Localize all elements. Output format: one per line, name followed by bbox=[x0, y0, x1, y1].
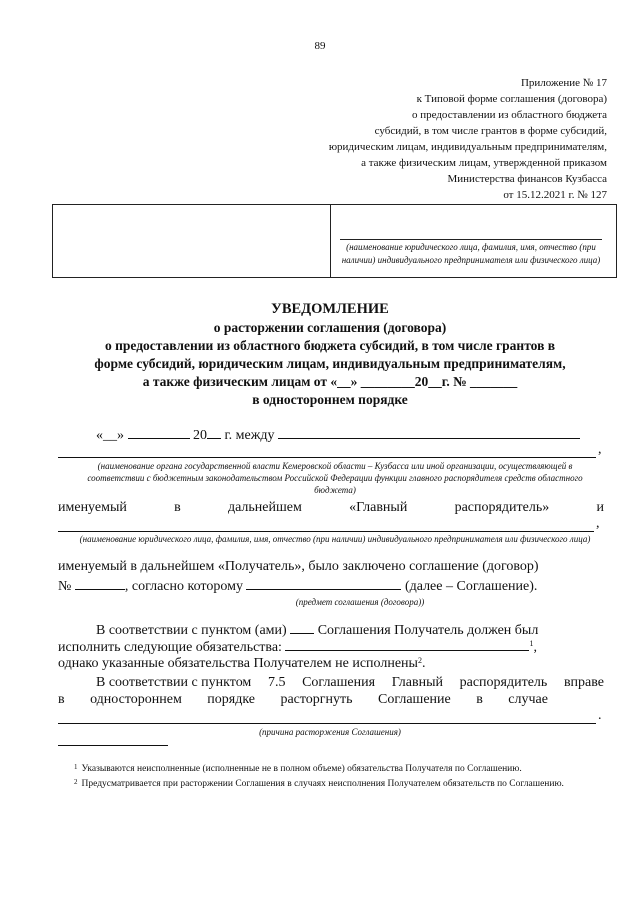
word: дальнейшем bbox=[227, 500, 302, 515]
address-box-left-cell bbox=[53, 205, 331, 277]
date-year-field[interactable] bbox=[207, 426, 221, 439]
para1-line3 bbox=[58, 655, 604, 673]
appendix-line: субсидий, в том числе грантов в форме субсидий, bbox=[374, 125, 607, 137]
agreement-number-row bbox=[58, 577, 604, 596]
word: Соглашения bbox=[302, 675, 376, 690]
word: 7.5 bbox=[267, 675, 286, 690]
period: . bbox=[598, 708, 602, 723]
number-sign: № bbox=[58, 579, 72, 594]
comma: , bbox=[533, 640, 537, 655]
footnote-mark: 1 bbox=[529, 639, 534, 648]
para1-not-fulfilled: однако указанные обязательства Получателем не исполнены bbox=[58, 656, 418, 671]
word: расторгнуть bbox=[280, 692, 353, 707]
recipient-field[interactable] bbox=[58, 531, 594, 532]
word: в bbox=[174, 500, 181, 515]
footnote-text: Указываются неисполненные (исполненные не в полном объеме) обязательства Получателя по Соглашению. bbox=[81, 764, 522, 774]
word: вправе bbox=[563, 675, 604, 690]
title-line: о предоставлении из областного бюджета субсидий, в том числе грантов в bbox=[104, 338, 556, 353]
date-year: 20 bbox=[193, 428, 207, 443]
authority-field[interactable] bbox=[58, 457, 596, 458]
according-text: , согласно которому bbox=[124, 579, 243, 594]
named-row bbox=[58, 499, 604, 517]
reason-caption: (причина расторжения Соглашения) bbox=[259, 727, 401, 737]
para2-line2 bbox=[58, 691, 548, 709]
word: В соответствии с пунктом bbox=[96, 675, 252, 690]
word: распорядитель bbox=[459, 675, 548, 690]
appendix-line: Приложение № 17 bbox=[520, 77, 607, 89]
title-line: форме субсидий, юридическим лицам, индивидуальным предпринимателям, bbox=[94, 356, 566, 371]
word: и bbox=[596, 500, 604, 515]
appendix-line: о предоставлении из областного бюджета bbox=[411, 109, 607, 121]
footnote-mark: 2 bbox=[417, 656, 422, 665]
word: одностороннем bbox=[90, 692, 182, 707]
title-line: в одностороннем порядке bbox=[252, 392, 408, 407]
recipient-name-field[interactable] bbox=[340, 239, 602, 240]
footnote-text: Предусматривается при расторжении Соглашения в случаях неисполнения Получателем обязательств по Соглашению. bbox=[81, 779, 564, 789]
date-day: «__» bbox=[96, 428, 124, 443]
party-field[interactable] bbox=[278, 426, 580, 439]
agreement-subject-field[interactable] bbox=[246, 577, 401, 590]
para1-end: Соглашения Получатель должен был bbox=[317, 623, 539, 638]
para1-start: В соответствии с пунктом (ами) bbox=[96, 623, 287, 638]
agreement-number-field[interactable] bbox=[75, 577, 125, 590]
authority-caption: (наименование органа государственной власти Кемеровской области – Кузбасса или иной организации, осуществляющей в соответствии с бюджетным законодательством Российской Федерации функции главного распорядителя средств областного бюджета) bbox=[87, 461, 583, 495]
para2-line1 bbox=[96, 674, 604, 692]
appendix-line: а также физическим лицам, утвержденной приказом bbox=[361, 157, 607, 169]
title-main: УВЕДОМЛЕНИЕ bbox=[271, 301, 389, 317]
title-line: о расторжении соглашения (договора) bbox=[213, 320, 447, 335]
date-month-field[interactable] bbox=[128, 426, 190, 439]
footnote-number: 2 bbox=[74, 778, 78, 786]
clause-number-field[interactable] bbox=[290, 621, 314, 634]
title-line: а также физическим лицам от «__» ________20__г. № _______ bbox=[142, 374, 518, 389]
word: «Главный bbox=[349, 500, 408, 515]
appendix-line: от 15.12.2021 г. № 127 bbox=[503, 189, 607, 201]
footnote-divider bbox=[58, 745, 168, 746]
date-between: г. между bbox=[224, 428, 275, 443]
para1-obligations: исполнить следующие обязательства: bbox=[58, 640, 282, 655]
appendix-line: к Типовой форме соглашения (договора) bbox=[416, 93, 607, 105]
word: случае bbox=[508, 692, 548, 707]
period: . bbox=[421, 656, 426, 671]
word: Соглашение bbox=[377, 692, 451, 707]
obligations-field[interactable] bbox=[285, 638, 529, 651]
footnote-1 bbox=[74, 763, 604, 776]
word: в bbox=[58, 692, 65, 707]
appendix-line: юридическим лицам, индивидуальным предпринимателям, bbox=[328, 141, 607, 153]
word: именуемый bbox=[58, 500, 127, 515]
comma: , bbox=[598, 442, 602, 457]
appendix-line: Министерства финансов Кузбасса bbox=[447, 173, 607, 185]
recipient-text: именуемый в дальнейшем «Получатель», было заключено соглашение (договор) bbox=[58, 559, 539, 574]
appendix-header bbox=[277, 75, 607, 203]
hereinafter-text: (далее – Соглашение). bbox=[404, 579, 538, 594]
recipient-caption: (наименование юридического лица, фамилия, имя, отчество (при наличии) индивидуального предпринимателя или физического лица) bbox=[79, 534, 591, 544]
termination-reason-field[interactable] bbox=[58, 723, 596, 724]
comma: , bbox=[596, 516, 600, 531]
document-title bbox=[30, 300, 630, 409]
footnote-number: 1 bbox=[74, 763, 78, 771]
word: в bbox=[476, 692, 483, 707]
date-row bbox=[96, 426, 606, 445]
recipient-name-caption: (наименование юридического лица, фамилия, имя, отчество (при наличии) индивидуального предпринимателя или физического лица) bbox=[341, 242, 601, 265]
subject-caption: (предмет соглашения (договора)) bbox=[295, 597, 425, 607]
word: распорядитель» bbox=[454, 500, 550, 515]
word: порядке bbox=[207, 692, 255, 707]
word: Главный bbox=[391, 675, 443, 690]
footnote-2 bbox=[58, 778, 604, 791]
page-number: 89 bbox=[314, 40, 326, 52]
recipient-row bbox=[58, 558, 604, 576]
